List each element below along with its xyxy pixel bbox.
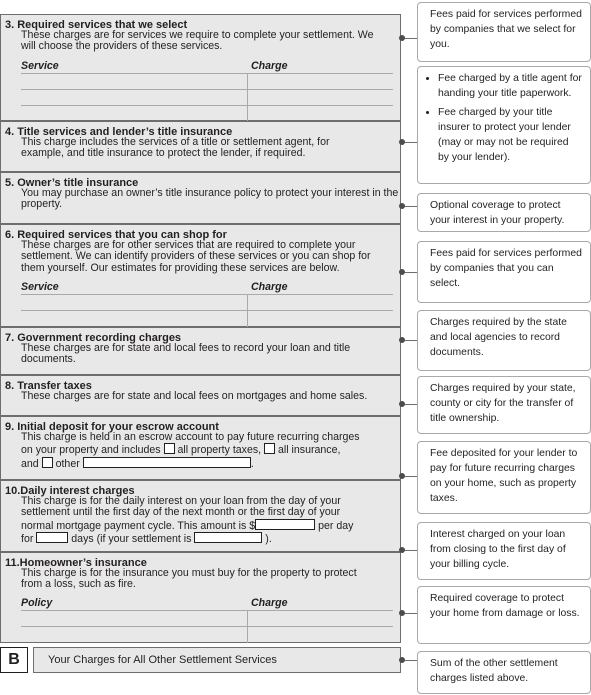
section-4-body: This charge includes the services of a title or settlement agent, for example, and title insurance to protect the lender, if required.	[21, 136, 330, 160]
charge-column-header: Charge	[251, 597, 288, 609]
charge-entry-field[interactable]	[248, 611, 393, 643]
section-10-body	[21, 496, 396, 545]
insurance-checkbox[interactable]	[264, 443, 275, 454]
section-5	[0, 172, 401, 224]
section-6-body: These charges are for other services that are required to complete your settlement. We can identify providers of these services or you can shop for them yourself. Our estimates for providing these services are below.	[21, 239, 371, 274]
section-5-body: You may purchase an owner’s title insurance policy to protect your interest in the property.	[21, 187, 399, 211]
note-required-services-we-select	[417, 2, 591, 62]
note-homeowners-insurance	[417, 586, 591, 644]
other-checkbox[interactable]	[42, 457, 53, 468]
section-6	[0, 224, 401, 327]
policy-entry-field[interactable]	[21, 611, 246, 643]
other-description-field[interactable]	[83, 457, 251, 468]
service-column-header: Service	[21, 60, 59, 72]
service-column-header: Service	[21, 281, 59, 293]
settlement-date-field[interactable]	[194, 532, 262, 543]
note-text: Sum of the other settlement charges listed above.	[430, 658, 558, 684]
insurance-label: all insurance,	[278, 444, 341, 457]
note-government-recording	[417, 310, 591, 371]
note-text: Fee deposited for your lender to pay for future recurring charges on your home, such as property taxes.	[430, 448, 578, 504]
policy-column-header: Policy	[21, 597, 53, 609]
note-transfer-taxes	[417, 376, 591, 434]
section-9-line-2: on your property and includes	[21, 444, 161, 457]
note-escrow-deposit	[417, 441, 591, 514]
note-text: Fees paid for services performed by companies that we select for you.	[430, 9, 582, 50]
charge-entry-field[interactable]	[248, 295, 393, 327]
days-count-field[interactable]	[36, 532, 68, 543]
service-entry-field[interactable]	[21, 74, 246, 121]
note-total-other-services	[417, 651, 591, 694]
service-entry-field[interactable]	[21, 295, 246, 327]
note-text: Interest charged on your loan from closing to the first day of your billing cycle.	[430, 529, 566, 570]
section-3-title: 3. Required services that we select	[5, 19, 188, 31]
note-text: Charges required by the state and local agencies to record documents.	[430, 317, 567, 358]
section-10-line-3: normal mortgage payment cycle. This amount is $	[21, 519, 256, 532]
note-daily-interest	[417, 522, 591, 580]
section-3	[0, 14, 401, 121]
daily-amount-field[interactable]	[255, 519, 315, 530]
section-10-close: ).	[265, 532, 272, 545]
section-9-period: .	[250, 457, 254, 470]
section-5-title: 5. Owner’s title insurance	[5, 177, 139, 189]
section-11-body: This charge is for the insurance you must buy for the property to protect from a loss, such as fire.	[21, 567, 357, 591]
note-text: Charges required by your state, county or city for the transfer of title ownership.	[430, 383, 576, 424]
charge-column-header: Charge	[251, 281, 288, 293]
per-day-label: per day	[318, 519, 354, 532]
section-7	[0, 327, 401, 375]
section-7-title: 7. Government recording charges	[5, 332, 182, 344]
charge-column-header: Charge	[251, 60, 288, 72]
section-10-line-1: This charge is for the daily interest on your loan from the day of your	[21, 495, 341, 507]
section-3-body: These charges are for services we require to complete your settlement. We will choose the providers of these services.	[21, 29, 374, 53]
section-8	[0, 375, 401, 416]
note-bullet-title-agent: • Fee charged by a title agent for handing your title paperwork.	[438, 71, 582, 101]
section-8-title: 8. Transfer taxes	[5, 380, 92, 392]
other-services-total-label: Your Charges for All Other Settlement Services	[33, 647, 401, 673]
section-10-line-2: settlement until the first day of the next month or the first day of your	[21, 506, 341, 519]
section-4	[0, 121, 401, 172]
section-9-line-1: This charge is held in an escrow account to pay future recurring charges	[21, 431, 360, 443]
note-title-services	[417, 66, 591, 184]
for-label: for	[21, 532, 34, 545]
section-9-body	[21, 432, 396, 470]
and-label: and	[21, 457, 39, 470]
section-9	[0, 416, 401, 480]
note-services-you-can-shop	[417, 241, 591, 303]
section-11	[0, 552, 401, 643]
section-4-title: 4. Title services and lender’s title insurance	[5, 126, 233, 138]
section-6-title: 6. Required services that you can shop for	[5, 229, 227, 241]
property-taxes-label: all property taxes,	[177, 444, 262, 457]
note-text: Fees paid for services performed by companies that you can select.	[430, 248, 582, 289]
section-8-body: These charges are for state and local fees on mortgages and home sales.	[21, 390, 368, 402]
section-10-title: 10.Daily interest charges	[5, 485, 135, 497]
note-text: Required coverage to protect your home from damage or loss.	[430, 593, 580, 619]
section-11-title: 11.Homeowner’s insurance	[5, 557, 147, 569]
note-text: Optional coverage to protect your interest in your property.	[430, 200, 565, 226]
section-letter: B	[0, 647, 28, 673]
other-label: other	[55, 457, 80, 470]
note-bullet-title-insurer: • Fee charged by your title insurer to protect your lender (may or may not be required by your lender).	[438, 105, 582, 165]
charge-entry-field[interactable]	[248, 74, 393, 121]
days-label: days (if your settlement is	[71, 532, 192, 545]
property-taxes-checkbox[interactable]	[164, 443, 175, 454]
section-10	[0, 480, 401, 552]
other-services-total-bar	[0, 647, 401, 673]
note-owners-title-insurance	[417, 193, 591, 232]
section-9-title: 9. Initial deposit for your escrow account	[5, 421, 219, 433]
section-7-body: These charges are for state and local fees to record your loan and title documents.	[21, 342, 351, 366]
